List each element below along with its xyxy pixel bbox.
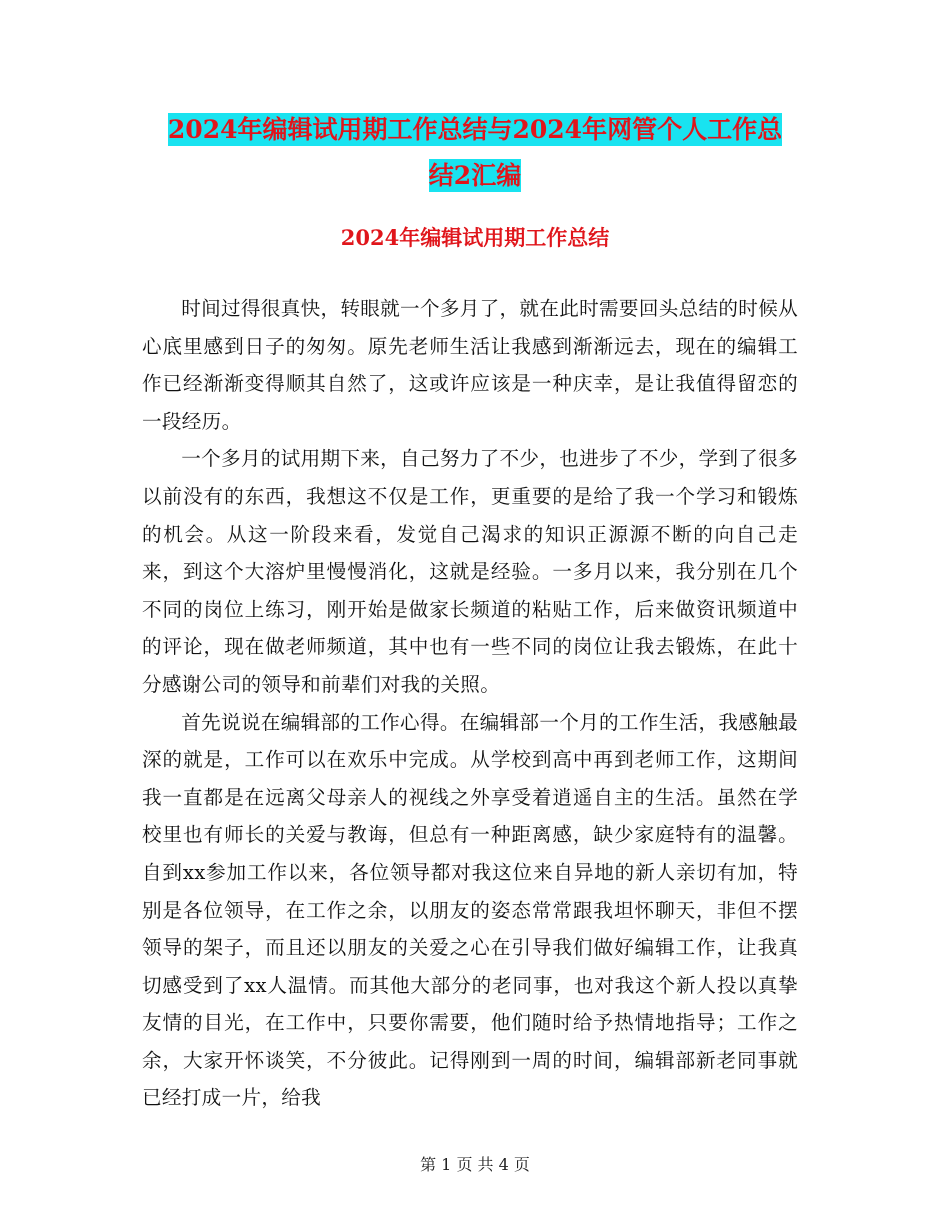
- paragraph-3: 首先说说在编辑部的工作心得。在编辑部一个月的工作生活，我感触最深的就是，工作可以在欢乐中完成。从学校到高中再到老师工作，这期间我一直都是在远离父母亲人的视线之外享受着逍遥自主的生活。虽然在学校里也有师长的关爱与教诲，但总有一种距离感，缺少家庭特有的温馨。自到xx参加工作以来，各位领导都对我这位来自异地的新人亲切有加，特别是各位领导，在工作之余，以朋友的姿态常常跟我坦怀聊天，非但不摆领导的架子，而且还以朋友的关爱之心在引导我们做好编辑工作，让我真切感受到了xx人温情。而其他大部分的老同事，也对我这个新人投以真挚友情的目光，在工作中，只要你需要，他们随时给予热情地指导；工作之余，大家开怀谈笑，不分彼此。记得刚到一周的时间，编辑部新老同事就已经打成一片，给我: [142, 710, 798, 1110]
- title-line-1: 2024年编辑试用期工作总结与2024年网管个人工作总: [167, 115, 783, 144]
- paragraph-1: 时间过得很真快，转眼就一个多月了，就在此时需要回头总结的时候从心底里感到日子的匆匆。原先老师生活让我感到渐渐远去，现在的编辑工作已经渐渐变得顺其自然了，这或许应该是一种庆幸，是让我值得留恋的一段经历。: [142, 297, 798, 433]
- paragraph-2: 一个多月的试用期下来，自己努力了不少，也进步了不少，学到了很多以前没有的东西，我想这不仅是工作，更重要的是给了我一个学习和锻炼的机会。从这一阶段来看，发觉自己渴求的知识正源源不断的向自己走来，到这个大溶炉里慢慢消化，这就是经验。一多月以来，我分别在几个不同的岗位上练习，刚开始是做家长频道的粘贴工作，后来做资讯频道中的评论，现在做老师频道，其中也有一些不同的岗位让我去锻炼，在此十分感谢公司的领导和前辈们对我的关照。: [142, 447, 798, 696]
- title-line-2: 结2汇编: [428, 161, 522, 190]
- document-title: [120, 107, 830, 199]
- section-title: 2024年编辑试用期工作总结: [340, 225, 610, 250]
- page-footer: 第 1 页 共 4 页: [420, 1155, 530, 1174]
- body-text: [142, 290, 798, 1117]
